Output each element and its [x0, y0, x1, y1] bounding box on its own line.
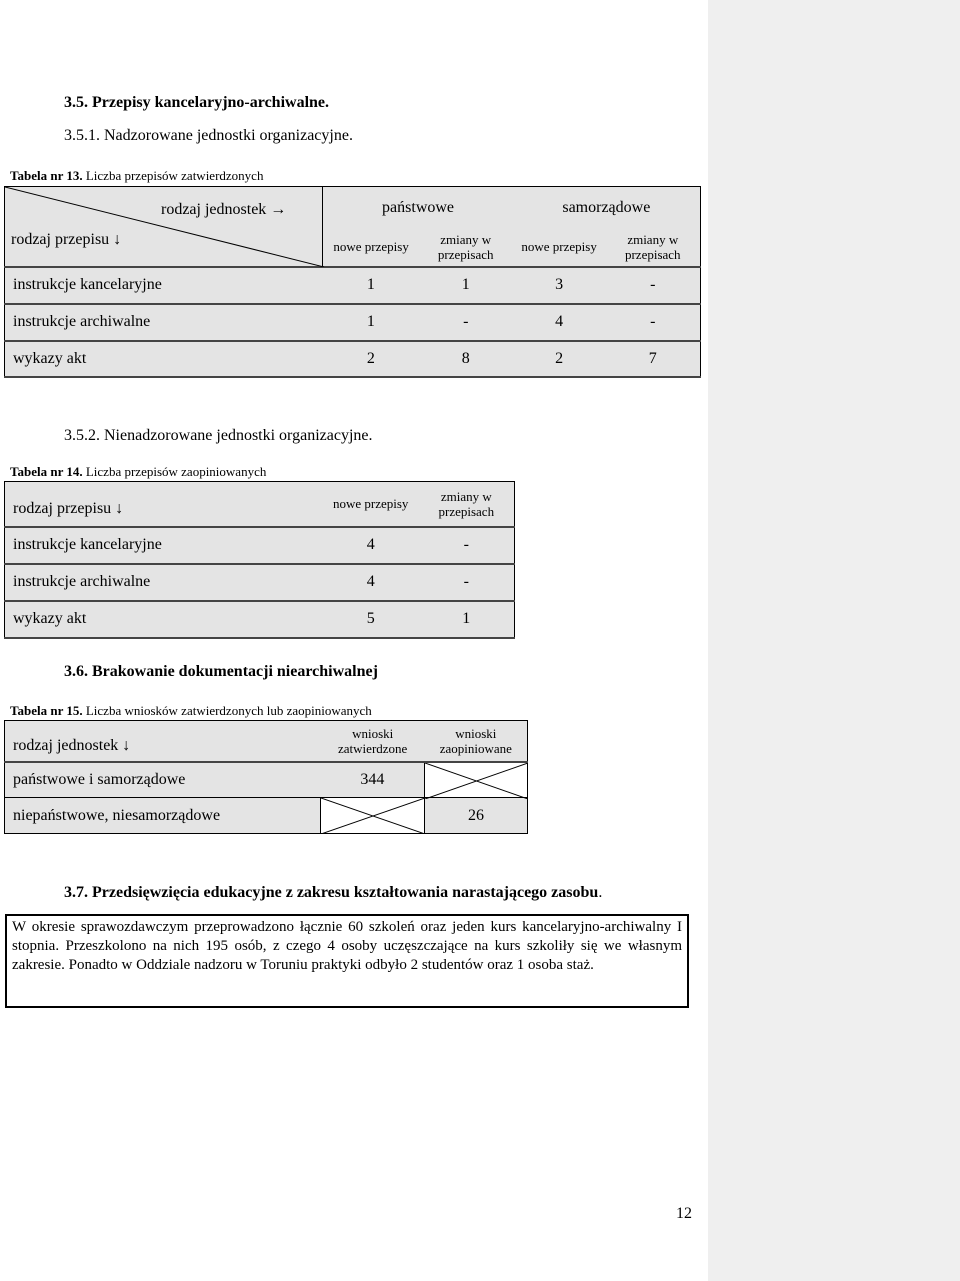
cell: - [606, 267, 701, 304]
table-row [5, 564, 515, 601]
row-label: instrukcje kancelaryjne [5, 527, 323, 564]
table14-col-zmiany: zmiany w przepisach [419, 482, 515, 527]
cell: 1 [419, 267, 513, 304]
section-heading-3-5: 3.5. Przepisy kancelaryjno-archiwalne. [64, 94, 330, 111]
cell: - [419, 527, 515, 564]
table13-col-zmiany-2: zmiany w przepisach [606, 228, 701, 267]
cell: - [419, 564, 515, 601]
cell: 8 [419, 341, 513, 377]
cross-mark [425, 763, 528, 799]
table14-caption-text: Liczba przepisów zaopiniowanych [82, 464, 267, 479]
section-heading-3-5-1: 3.5.1. Nadzorowane jednostki organizacyjne. [64, 127, 353, 144]
table-row [5, 762, 528, 798]
table13-col-nowe-2: nowe przepisy [513, 228, 606, 267]
row-label: wykazy akt [5, 601, 323, 638]
cell: 4 [323, 564, 419, 601]
table13-caption-label: Tabela nr 13. [10, 168, 83, 183]
table13-col-nowe-1: nowe przepisy [323, 228, 419, 267]
table13-col-zmiany-1: zmiany w przepisach [419, 228, 513, 267]
table13-group-samorzadowe: samorządowe [513, 187, 701, 228]
table13-caption-text: Liczba przepisów zatwierdzonych [82, 168, 264, 183]
cell: 3 [513, 267, 606, 304]
section-37-dot: . [598, 884, 603, 901]
cross-mark [321, 798, 425, 834]
table-row [5, 798, 528, 834]
crossed-cell [425, 762, 528, 798]
arrow-right-icon: → [270, 201, 287, 218]
table13-corner-diagonal [5, 187, 324, 267]
table-row [5, 304, 701, 341]
table13-corner-top: rodzaj jednostek → [161, 201, 287, 218]
cell: 1 [323, 267, 419, 304]
table14-corner: rodzaj przepisu ↓ [5, 482, 323, 527]
row-label: instrukcje archiwalne [5, 564, 323, 601]
table-row [5, 341, 701, 377]
comment-margin [708, 0, 960, 1281]
table-row [5, 267, 701, 304]
page-number: 12 [676, 1205, 692, 1222]
education-text: W okresie sprawozdawczym przeprowadzono łącznie 60 szkoleń oraz jeden kurs kancelaryjno-archiwalny I stopnia. Przeszkolono na nich 195 osób, z czego 4 osoby uczęszczające na kurs szkoliły się we własnym zakresie. Ponadto w Oddziale nadzoru w Toruniu praktyki odbyło 2 studentów oraz 1 osoba staż. [12, 919, 682, 973]
cell: 2 [513, 341, 606, 377]
cell: 344 [321, 762, 425, 798]
cell: 7 [606, 341, 701, 377]
row-label: wykazy akt [5, 341, 323, 377]
cell: 1 [323, 304, 419, 341]
table15-caption [10, 703, 372, 719]
row-label: instrukcje archiwalne [5, 304, 323, 341]
table-row [5, 527, 515, 564]
arrow-down-icon: ↓ [113, 231, 122, 248]
table15-caption-label: Tabela nr 15. [10, 703, 83, 718]
crossed-cell [321, 798, 425, 834]
cell: - [419, 304, 513, 341]
section-heading-3-7 [64, 884, 602, 902]
row-label: niepaństwowe, niesamorządowe [5, 798, 321, 834]
row-label: instrukcje kancelaryjne [5, 267, 323, 304]
table14-caption [10, 464, 266, 480]
table-14 [4, 481, 515, 639]
table15-col-zatwierdzone: wnioski zatwierdzone [321, 721, 425, 762]
table-15 [4, 720, 528, 834]
section-heading-3-6: 3.6. Brakowanie dokumentacji niearchiwalnej [64, 663, 378, 680]
cell: 4 [513, 304, 606, 341]
cell: 4 [323, 527, 419, 564]
education-text-box [5, 914, 689, 1008]
cell: 5 [323, 601, 419, 638]
table-13 [4, 186, 701, 378]
arrow-down-icon: ↓ [115, 499, 124, 517]
table13-corner-cell [5, 187, 323, 267]
table15-col-zaopiniowane: wnioski zaopiniowane [425, 721, 528, 762]
table15-corner: rodzaj jednostek ↓ [5, 721, 321, 762]
cell: - [606, 304, 701, 341]
cell: 1 [419, 601, 515, 638]
table13-group-panstwowe: państwowe [323, 187, 513, 228]
table13-caption [10, 168, 263, 184]
cell: 2 [323, 341, 419, 377]
table14-caption-label: Tabela nr 14. [10, 464, 83, 479]
table-row [5, 601, 515, 638]
row-label: państwowe i samorządowe [5, 762, 321, 798]
arrow-down-icon: ↓ [122, 736, 131, 754]
section-heading-3-5-2: 3.5.2. Nienadzorowane jednostki organizacyjne. [64, 427, 373, 444]
table15-caption-text: Liczba wniosków zatwierdzonych lub zaopiniowanych [82, 703, 372, 718]
cell: 26 [425, 798, 528, 834]
table14-col-nowe: nowe przepisy [323, 482, 419, 527]
section-37-text: 3.7. Przedsięwzięcia edukacyjne z zakresu kształtowania narastającego zasobu [64, 884, 599, 901]
table13-corner-bottom: rodzaj przepisu ↓ [11, 231, 122, 248]
